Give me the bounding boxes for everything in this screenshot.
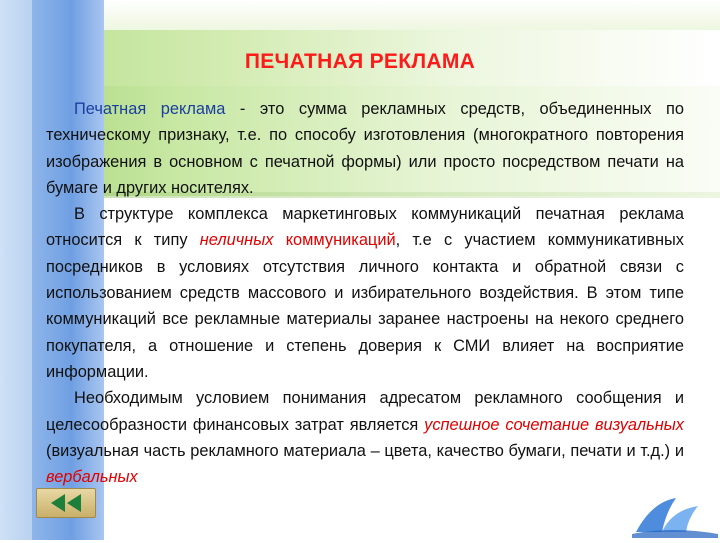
slide-body bbox=[46, 96, 684, 490]
paragraph-definition bbox=[46, 96, 684, 201]
left-arrow-icon bbox=[51, 494, 65, 512]
paragraph-text: В структуре комплекса маркетинговых коммуникаций печатная реклама относится к типу bbox=[46, 205, 684, 250]
highlight-visual: успешное сочетание визуальных bbox=[424, 415, 685, 434]
paragraph-structure bbox=[46, 201, 684, 385]
paragraph-text: - это сумма рекламных средств, объединенных по техническому признаку, т.е. по способу изготовления (многократного повторения изображения в основном с печатной формы) или просто посредством печати на бумаге и других носителях. bbox=[46, 100, 684, 197]
slide-title: ПЕЧАТНАЯ РЕКЛАМА bbox=[244, 50, 476, 73]
highlight-verbal: вербальных bbox=[46, 468, 138, 487]
paragraph-text: (визуальная часть рекламного материала – цвета, качество бумаги, печати и т.д.) и bbox=[46, 441, 684, 460]
paragraph-condition bbox=[46, 385, 684, 490]
left-stripe-light bbox=[0, 0, 32, 540]
sail-logo-icon bbox=[632, 492, 718, 538]
highlight-plain: коммуникаций bbox=[273, 231, 396, 250]
back-navigation-button[interactable] bbox=[36, 488, 96, 518]
left-arrow-icon bbox=[67, 494, 81, 512]
top-fade bbox=[0, 0, 720, 30]
highlight-italic: неличных bbox=[199, 231, 274, 250]
paragraph-text: , т.е с участием коммуникативных посредников в условиях отсутствия личного контакта и обратной связи с использованием средств массового и избирательного воздействия. В этом типе коммуникаций все рекламные материалы заранее настроены на некого среднего покупателя, а отношение и степень доверия к СМИ влияет на восприятие информации. bbox=[46, 231, 685, 381]
term-highlight: Печатная реклама bbox=[74, 100, 226, 118]
paragraph-text: Необходимым условием понимания адресатом рекламного сообщения и целесообразности финансовых затрат является bbox=[46, 389, 684, 434]
